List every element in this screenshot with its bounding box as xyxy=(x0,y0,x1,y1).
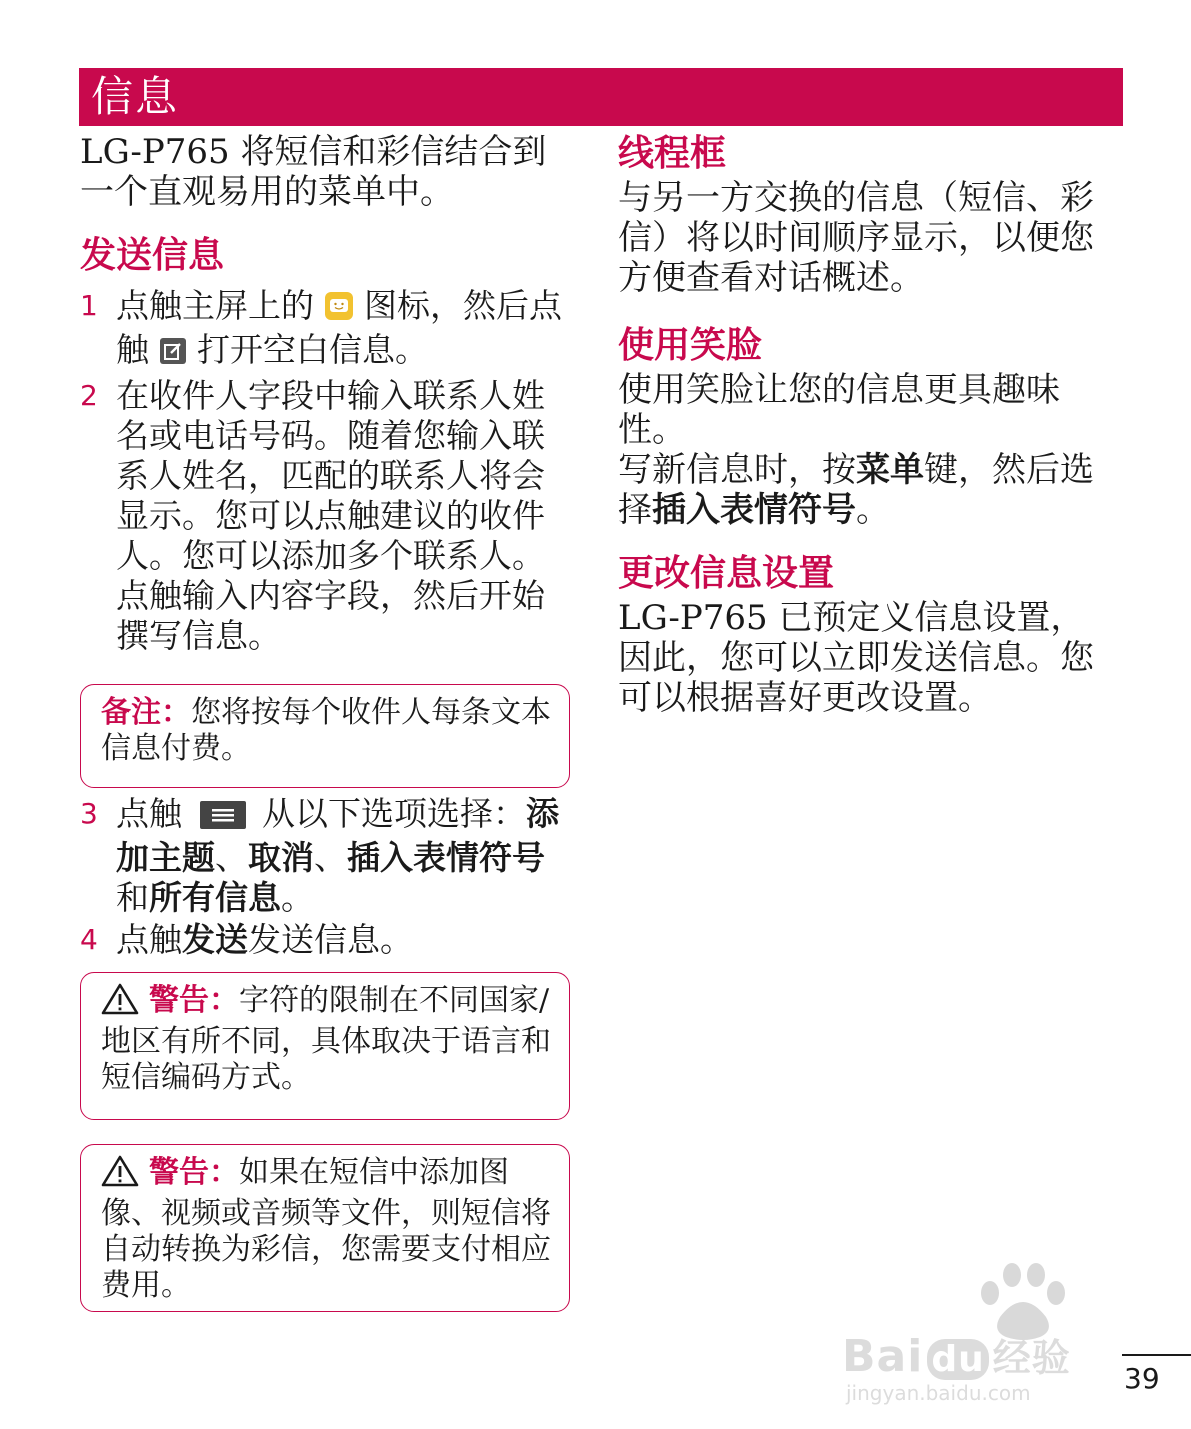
period: 。 xyxy=(281,878,314,917)
page-number: 39 xyxy=(1124,1362,1160,1395)
warning-box-1 xyxy=(80,972,570,1120)
watermark-du: du xyxy=(927,1339,988,1380)
option-insert-smiley: 插入表情符号 xyxy=(347,838,545,877)
message-app-icon xyxy=(324,290,354,330)
step-text: 打开空白信息。 xyxy=(197,330,428,369)
watermark-bai: Bai xyxy=(842,1331,924,1382)
thread-heading: 线程框 xyxy=(618,133,727,174)
page-title: 信息 xyxy=(91,72,180,121)
watermark-brand xyxy=(842,1327,1071,1382)
warning-box-2 xyxy=(80,1144,570,1312)
right-column xyxy=(618,132,1108,718)
option-cancel: 取消 xyxy=(248,838,314,877)
option-add-subject: 添加主题 xyxy=(116,794,559,877)
option-all-messages: 所有信息 xyxy=(149,878,281,917)
left-column xyxy=(80,132,570,1312)
warning-triangle-icon xyxy=(101,1155,139,1196)
section-banner xyxy=(79,68,1123,126)
send-steps-continued xyxy=(80,794,570,960)
note-text: 您将按每个收件人每条文本信息付费。 xyxy=(101,695,551,766)
step-3 xyxy=(80,794,570,918)
warning-triangle-icon xyxy=(101,983,139,1024)
baidu-watermark xyxy=(840,1245,1120,1405)
step-text: 点触 xyxy=(116,920,182,959)
warning-text: 如果在短信中添加图像、视频或音频等文件，则短信将自动转换为彩信，您需要支付相应费用。 xyxy=(101,1155,551,1303)
step-number: 1 xyxy=(80,289,98,322)
step-number: 4 xyxy=(80,923,98,956)
send-heading: 发送信息 xyxy=(80,235,225,276)
step-2 xyxy=(80,376,570,656)
warning-text: 字符的限制在不同国家/地区有所不同，具体取决于语言和短信编码方式。 xyxy=(101,983,551,1095)
step-4 xyxy=(80,920,570,960)
step-text: 在收件人字段中输入联系人姓名或电话号码。随着您输入联系人姓名，匹配的联系人将会显示。您可以点触建议的收件人。您可以添加多个联系人。点触输入内容字段，然后开始撰写信息。 xyxy=(116,376,545,655)
settings-heading: 更改信息设置 xyxy=(618,553,835,594)
step-number: 3 xyxy=(80,797,98,830)
text-run: 。 xyxy=(856,490,890,530)
watermark-url: jingyan.baidu.com xyxy=(846,1381,1031,1405)
note-label: 备注： xyxy=(101,695,191,730)
insert-smiley-keyword: 插入表情符号 xyxy=(652,490,856,530)
menu-keyword: 菜单 xyxy=(856,450,924,490)
text-run: 写新信息时，按 xyxy=(618,450,856,490)
page-number-rule xyxy=(1122,1354,1191,1356)
separator: 、 xyxy=(215,838,248,877)
smiley-heading: 使用笑脸 xyxy=(618,325,763,366)
note-box xyxy=(80,684,570,788)
step-text: 图标，然后点触 xyxy=(116,286,562,369)
smiley-instructions xyxy=(618,450,1108,530)
step-text: 发送信息。 xyxy=(248,920,413,959)
warning-label: 警告： xyxy=(149,983,239,1018)
step-text: 点触 xyxy=(116,794,182,833)
step-number: 2 xyxy=(80,379,98,412)
step-text: 从以下选项选择： xyxy=(262,794,526,833)
smiley-text: 使用笑脸让您的信息更具趣味性。 xyxy=(618,370,1060,450)
watermark-suffix: 经验 xyxy=(992,1336,1071,1380)
send-keyword: 发送 xyxy=(182,920,248,959)
step-1 xyxy=(80,286,570,374)
text-run: 键，然后选择 xyxy=(618,450,1094,530)
compose-icon xyxy=(159,334,187,374)
intro-text: LG-P765 将短信和彩信结合到一个直观易用的菜单中。 xyxy=(80,132,547,212)
conjunction: 和 xyxy=(116,878,149,917)
separator: 、 xyxy=(314,838,347,877)
send-steps xyxy=(80,286,570,656)
thread-text: 与另一方交换的信息（短信、彩信）将以时间顺序显示，以便您方便查看对话概述。 xyxy=(618,178,1094,298)
step-text: 点触主屏上的 xyxy=(116,286,314,325)
settings-text: LG-P765 已预定义信息设置，因此，您可以立即发送信息。您可以根据喜好更改设置。 xyxy=(618,598,1094,718)
warning-label: 警告： xyxy=(149,1155,239,1190)
menu-icon xyxy=(200,798,246,838)
